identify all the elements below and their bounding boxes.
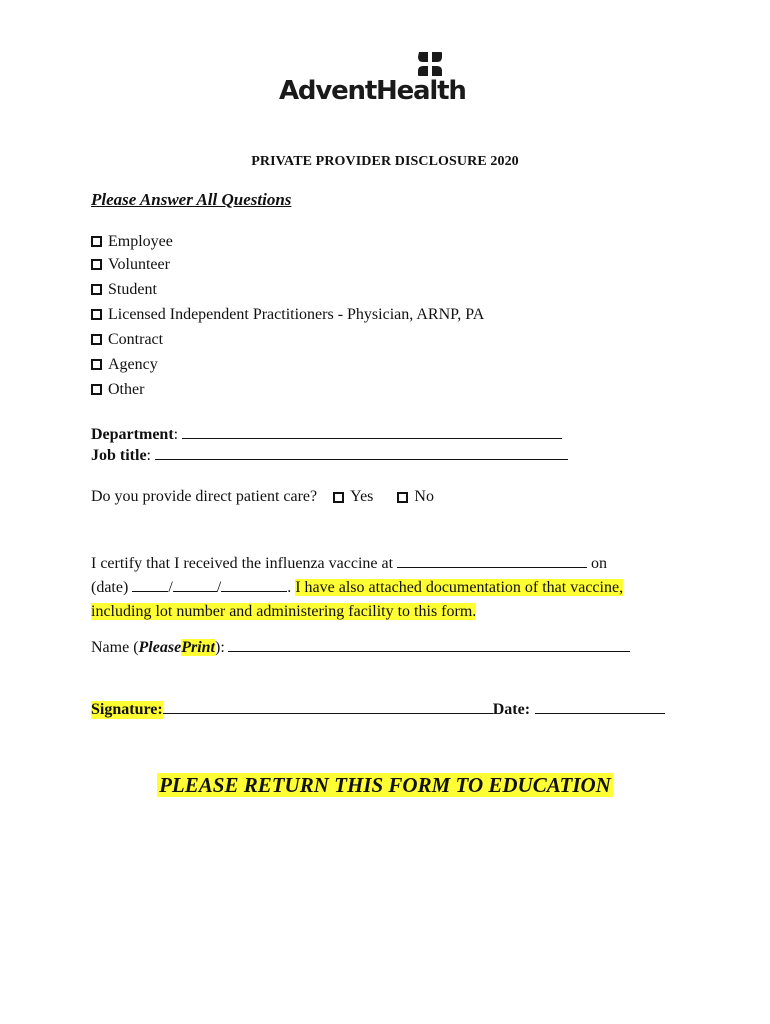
job-title-field[interactable] [155,446,568,460]
checkbox-icon[interactable] [91,384,102,395]
patient-care-yes-option[interactable] [333,488,373,506]
checkbox-label: Other [108,380,145,398]
certify-date-label: (date) [91,579,129,596]
return-instruction [0,773,770,798]
name-field[interactable] [228,638,630,652]
checkbox-label: Agency [108,355,158,373]
documentation-notice: I have also attached documentation of that vaccine, including lot number and administering facility to this form. [91,579,624,620]
checkbox-volunteer[interactable] [91,252,484,277]
patient-care-no-option[interactable] [397,488,434,506]
department-label: Department [91,426,174,443]
checkbox-icon[interactable] [397,492,408,503]
checkbox-licensed-practitioner[interactable] [91,302,484,327]
checkbox-contract[interactable] [91,327,484,352]
checkbox-label: Contract [108,330,164,348]
checkbox-label: Employee [108,232,173,250]
certification-paragraph [91,552,671,624]
checkbox-student[interactable] [91,277,484,302]
checkbox-icon[interactable] [91,309,102,320]
date-separator: / [216,579,222,596]
signature-row [91,700,665,719]
checkbox-agency[interactable] [91,352,484,377]
form-title: PRIVATE PROVIDER DISCLOSURE 2020 [251,154,519,169]
checkbox-icon[interactable] [91,334,102,345]
category-checklist [91,231,484,402]
four-petal-logo-icon [415,50,445,78]
patient-care-question [91,488,434,506]
checkbox-icon[interactable] [91,284,102,295]
date-day-field[interactable] [173,578,217,592]
name-row [91,638,630,657]
signature-label: Signature: [91,701,163,718]
department-row: Department : [91,425,562,444]
checkbox-other[interactable] [91,377,484,402]
checkbox-label: Volunteer [108,255,170,273]
name-print: Print [181,639,215,656]
logo-wordmark: AdventHealth [279,76,466,106]
signature-field[interactable] [163,700,493,714]
checkbox-icon[interactable] [91,359,102,370]
signature-date-field[interactable] [535,700,665,714]
department-field[interactable] [182,425,562,439]
checkbox-icon[interactable] [333,492,344,503]
vaccine-location-field[interactable] [397,554,587,568]
name-please: Please [138,639,182,656]
checkbox-employee[interactable] [91,231,484,252]
adventhealth-logo [279,50,491,106]
patient-care-text: Do you provide direct patient care? [91,488,318,505]
return-instruction-text: PLEASE RETURN THIS FORM TO EDUCATION [159,773,611,797]
date-separator: / [168,579,173,596]
name-prefix: Name ( [91,639,139,656]
certify-text: I certify that I received the influenza vaccine at [91,555,394,572]
instructions-heading: Please Answer All Questions [91,190,292,209]
date-month-field[interactable] [132,578,168,592]
job-title-label: Job title [91,447,147,464]
certify-on: on [591,555,608,572]
name-suffix: ): [214,639,225,656]
checkbox-icon[interactable] [91,236,102,247]
signature-date-label: Date: [492,701,531,718]
yes-label: Yes [350,488,374,505]
checkbox-label: Licensed Independent Practitioners - Physician, ARNP, PA [108,305,485,323]
date-year-field[interactable] [221,578,287,592]
no-label: No [414,488,434,505]
checkbox-label: Student [108,280,157,298]
date-period: . [287,579,292,596]
job-title-row: Job title : [91,446,568,465]
checkbox-icon[interactable] [91,259,102,270]
